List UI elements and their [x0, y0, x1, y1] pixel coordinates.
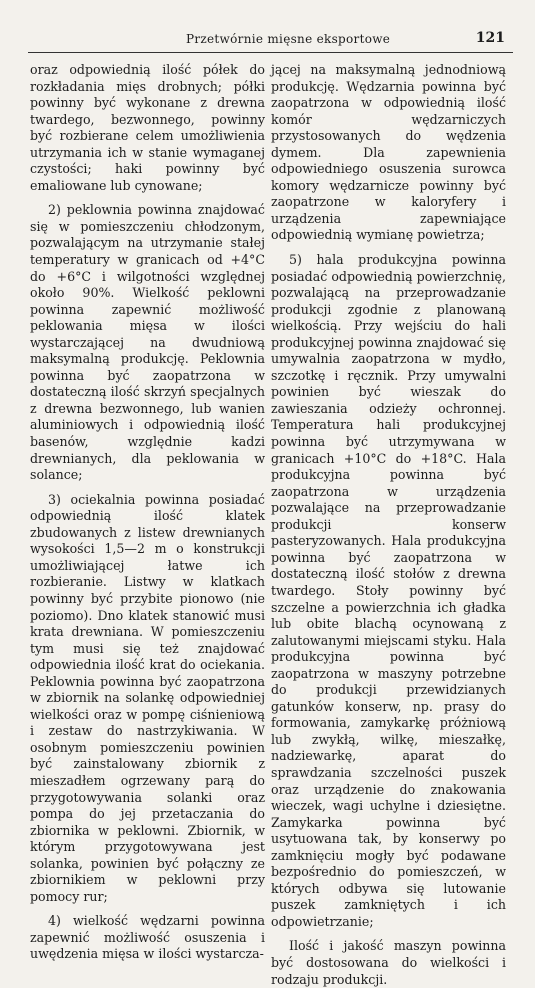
paragraph: oraz odpowiednią ilość półek do rozkładania mięs drobnych; półki powinny być wykonane z drewna twardego, bezwonnego, powinny być rozbierane celem umożliwienia utrzymania ich w stanie wymaganej czystości; haki powinny być emaliowane lub cynowane; [30, 62, 265, 193]
page-number: 121 [475, 30, 505, 46]
paragraph: 2) peklownia powinna znajdować się w pomieszczeniu chłodzonym, pozwalającym na utrzymanie stałej temperatury w granicach od +4°C do +6°C i wilgotności względnej około 90%. Wielkość peklowni powinna zapewnić możliwość peklowania mięsa w ilości wystarczającej na dwudniową maksymalną produkcję. Peklownia powinna być zaopatrzona w dostateczną ilość skrzyń specjalnych z drewna bezwonnego, lub wanien aluminiowych i odpowiednią ilość basenów, względnie kadzi drewnianych, dla peklowania w solance; [30, 202, 265, 483]
left-text-column [30, 62, 265, 963]
paragraph: 5) hala produkcyjna powinna posiadać odpowiednią powierzchnię, pozwalającą na przeprowadzanie produkcji zgodnie z planowaną wielkością. Przy wejściu do hali produkcyjnej powinna znajdować się umywalnia zaopatrzona w mydło, szczotkę i ręcznik. Przy umywalni powinien być wieszak do zawieszania odzieży ochronnej. Temperatura hali produkcyjnej powinna być utrzymywana w granicach +10°C do +18°C. Hala produkcyjna powinna być zaopatrzona w urządzenia pozwalające na przeprowadzanie produkcji konserw pasteryzowanych. Hala produkcyjna powinna być zaopatrzona w dostateczną ilość stołów z drewna twardego. Stoły powinny być szczelne a powierzchnia ich gładka lub obite blachą ocynowaną z zalutowanymi miejscami styku. Hala produkcyjna powinna być zaopatrzona w maszyny potrzebne do produkcji przewidzianych gatunków konserw, np. prasy do formowania, zamykarkę próżniową lub zwykłą, wilkę, mieszałkę, nadziewarkę, aparat do sprawdzania szczelności puszek oraz urządzenie do znakowania wieczek, wagi uchylne i dziesiętne. Zamykarka powinna być usytuowana tak, by konserwy po zamknięciu mogły być podawane bezpośrednio do pomieszczeń, w których odbywa się lutowanie puszek zamkniętych i ich odpowietrzanie; [271, 252, 506, 929]
paragraph: Ilość i jakość maszyn powinna być dostosowana do wielkości i rodzaju produkcji. [271, 938, 506, 987]
right-text-column [271, 62, 506, 988]
page-header [28, 30, 513, 53]
paragraph: jącej na maksymalną jednodniową produkcję. Wędzarnia powinna być zaopatrzona w odpowiednią ilość komór wędzarniczych przystosowanych do wędzenia dymem. Dla zapewnienia odpowiedniego osuszenia surowca komory wędzarnicze powinny być zaopatrzone w kaloryfery i urządzenia zapewniające odpowiednią wymianę powietrza; [271, 62, 506, 243]
paragraph: 4) wielkość wędzarni powinna zapewnić możliwość osuszenia i uwędzenia mięsa w ilości wystarcza- [30, 913, 265, 962]
paragraph: 3) ociekalnia powinna posiadać odpowiednią ilość klatek zbudowanych z listew drewnianych wysokości 1,5—2 m o konstrukcji umożliwiającej łatwe ich rozbieranie. Listwy w klatkach powinny być przybite pionowo (nie poziomo). Dno klatek stanowić musi krata drewniana. W pomieszczeniu tym musi się też znajdować odpowiednia ilość krat do ociekania. Peklownia powinna być zaopatrzona w zbiornik na solankę odpowiedniej wielkości oraz w pompę ciśnieniową i zestaw do nastrzykiwania. W osobnym pomieszczeniu powinien być zainstalowany zbiornik z mieszadłem ogrzewany parą do przygotowywania solanki oraz pompa do jej przetaczania do zbiornika w peklowni. Zbiornik, w którym przygotowywana jest solanka, powinien być połączny ze zbiornikiem w peklowni przy pomocy rur; [30, 491, 265, 904]
running-title: Przetwórnie mięsne eksportowe [186, 32, 391, 46]
